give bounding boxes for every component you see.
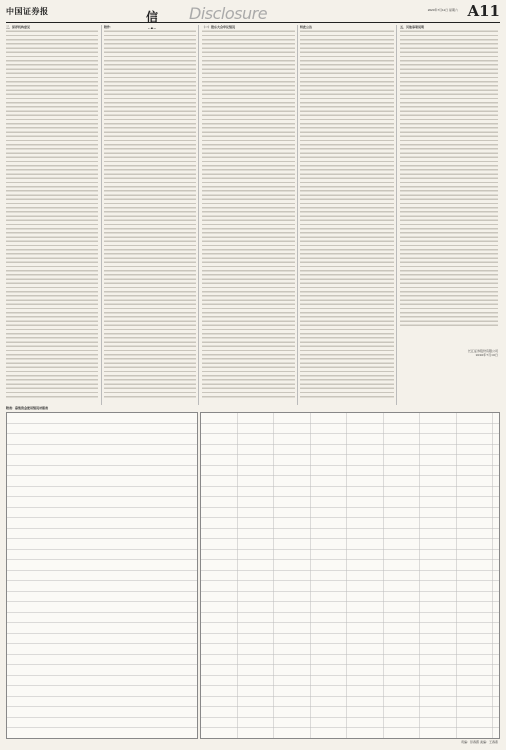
table-grid bbox=[201, 413, 499, 738]
article-column-4 bbox=[300, 25, 394, 405]
section-title-cn: 信 bbox=[146, 10, 159, 24]
page-number: A11 bbox=[467, 2, 500, 20]
column-heading: 附件： bbox=[104, 25, 114, 29]
section-title-en: Disclosure bbox=[189, 4, 268, 23]
table-grid bbox=[7, 413, 197, 738]
column-heading: 特此公告 bbox=[300, 25, 313, 29]
article-column-2 bbox=[104, 25, 196, 405]
newspaper-logo: 中国证券报 bbox=[6, 6, 49, 16]
masthead bbox=[6, 4, 500, 22]
article-column-5 bbox=[400, 25, 498, 405]
signature-company: 长江证券股份有限公司 bbox=[467, 349, 498, 354]
table-title: 附表：募集资金使用情况对照表 bbox=[6, 406, 49, 410]
column-heading: 五、其他事项说明 bbox=[400, 25, 425, 29]
column-text-block bbox=[300, 29, 394, 399]
column-text-block bbox=[400, 29, 498, 329]
signature-block bbox=[400, 349, 498, 357]
column-text-block bbox=[202, 29, 295, 399]
column-heading: 三、保荐机构意见 bbox=[6, 25, 31, 29]
column-divider bbox=[297, 25, 298, 405]
article-column-1 bbox=[6, 25, 98, 405]
page-footer: 责编：彭春霞 美编：王春燕 bbox=[461, 740, 498, 744]
signature-date: 2020年7月10日 bbox=[475, 353, 498, 358]
article-column-3 bbox=[202, 25, 295, 405]
data-table-left bbox=[6, 412, 198, 739]
header-rule bbox=[6, 22, 500, 23]
issue-date: 2020年7月11日 星期六 bbox=[427, 8, 458, 12]
data-table-right bbox=[200, 412, 500, 739]
column-divider bbox=[396, 25, 397, 405]
column-text-block bbox=[104, 29, 196, 399]
column-heading: （一）股东大会审议情况 bbox=[202, 25, 236, 29]
column-divider bbox=[198, 25, 199, 405]
column-divider bbox=[101, 25, 102, 405]
column-text-block bbox=[6, 29, 98, 399]
